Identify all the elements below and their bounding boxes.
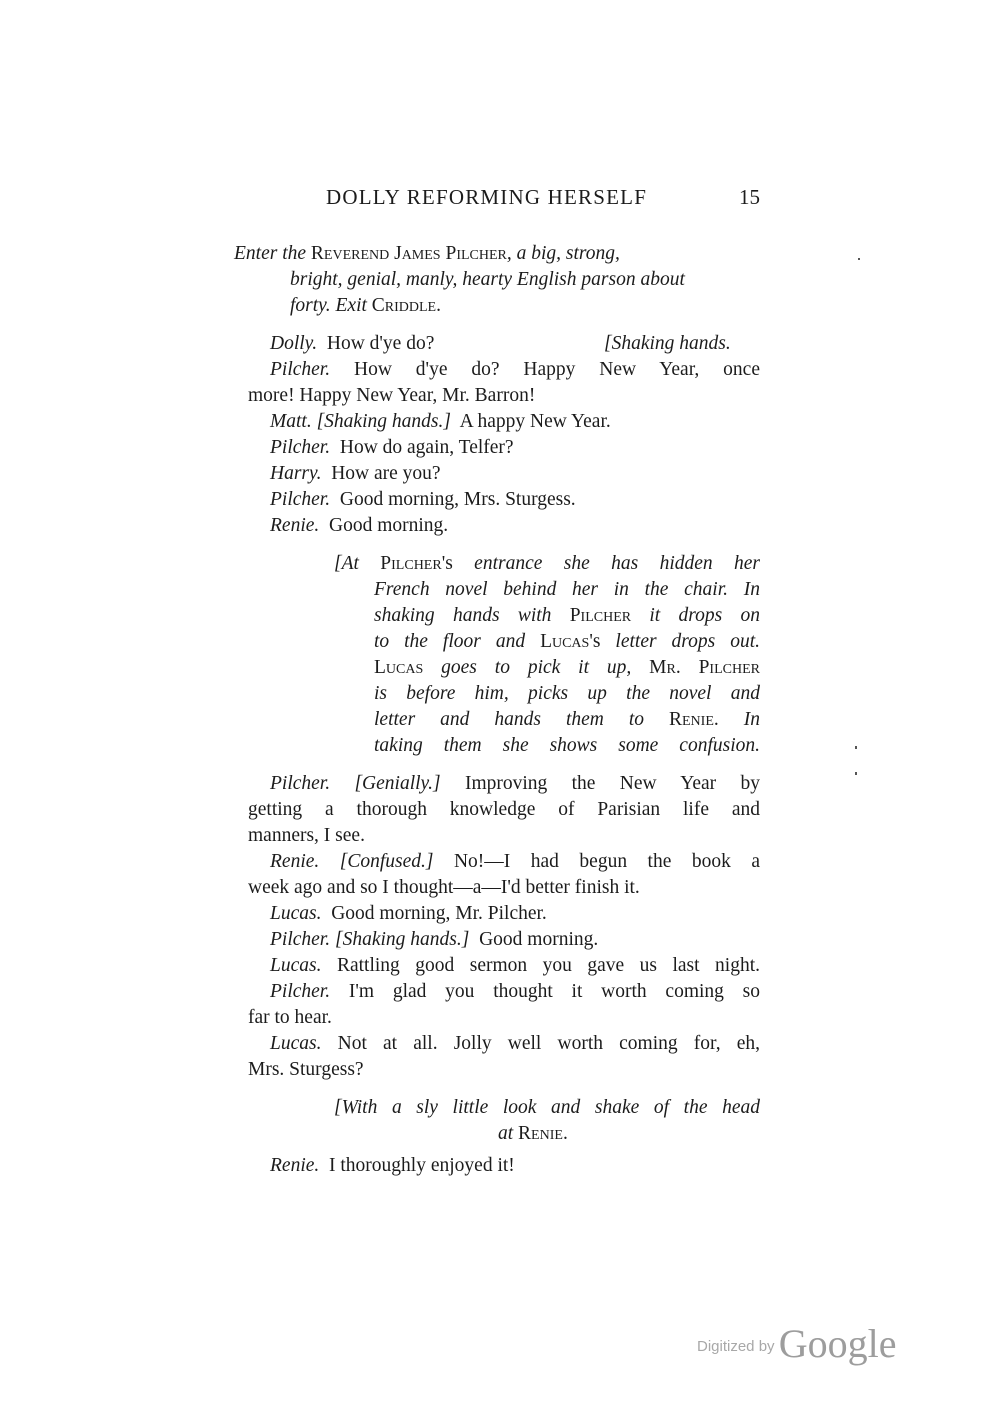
dialogue-line: Pilcher. I'm glad you thought it worth coming so bbox=[270, 981, 761, 1002]
dialogue-line: Renie. I thoroughly enjoyed it! bbox=[270, 1155, 515, 1176]
speaker-name: Lucas. bbox=[270, 955, 322, 976]
dialogue-line: Harry. How are you? bbox=[270, 463, 441, 484]
dialogue-line: Matt. [Shaking hands.] A happy New Year. bbox=[270, 411, 611, 432]
speaker-name: Pilcher. bbox=[270, 981, 331, 1002]
dialogue-line: Renie. Good morning. bbox=[270, 515, 449, 536]
stage-direction-line: letter and hands them to Renie. In bbox=[374, 709, 760, 730]
digitized-by-google-watermark: Digitized by Google bbox=[697, 1321, 897, 1366]
stage-direction-line: to the floor and Lucas's letter drops out. bbox=[374, 631, 760, 652]
speaker-name: Renie. bbox=[270, 1155, 320, 1176]
dialogue-line: Lucas. Good morning, Mr. Pilcher. bbox=[270, 903, 547, 924]
dialogue-line: Lucas. Not at all. Jolly well worth coming for, eh, bbox=[270, 1033, 761, 1054]
stage-direction-line: at Renie. bbox=[498, 1123, 568, 1144]
scan-speck bbox=[855, 772, 857, 775]
speaker-name: Lucas. bbox=[270, 1033, 322, 1054]
stage-direction-inline: [Shaking hands. bbox=[604, 333, 731, 354]
dialogue-line: Pilcher. [Shaking hands.] Good morning. bbox=[270, 929, 599, 950]
speaker-name: Renie. bbox=[270, 851, 320, 872]
dialogue-continuation: manners, I see. bbox=[248, 825, 365, 846]
speaker-name: Renie. bbox=[270, 515, 320, 536]
dialogue-line: Lucas. Rattling good sermon you gave us last night. bbox=[270, 955, 760, 976]
page-header bbox=[248, 185, 760, 219]
dialogue-line: Renie. [Confused.] No!—I had begun the book a bbox=[270, 851, 760, 872]
stage-direction-line: is before him, picks up the novel and bbox=[374, 683, 760, 704]
dialogue-continuation: Mrs. Sturgess? bbox=[248, 1059, 364, 1080]
stage-direction-line: shaking hands with Pilcher it drops on bbox=[374, 605, 761, 626]
google-logo: Google bbox=[778, 1321, 897, 1366]
running-title: DOLLY REFORMING HERSELF bbox=[326, 185, 648, 209]
scan-speck bbox=[855, 746, 857, 749]
speaker-name: Pilcher. bbox=[270, 359, 331, 380]
dialogue-line: Pilcher. How do again, Telfer? bbox=[270, 437, 514, 458]
dialogue-line: Pilcher. [Genially.] Improving the New Year by bbox=[270, 773, 761, 794]
speaker-name: Pilcher. bbox=[270, 929, 331, 950]
speaker-name: Dolly. bbox=[270, 333, 318, 354]
speaker-name: Matt. bbox=[270, 411, 312, 432]
stage-direction-line: Lucas goes to pick it up, Mr. Pilcher bbox=[374, 657, 760, 678]
dialogue-line: Pilcher. How d'ye do? Happy New Year, once bbox=[270, 359, 760, 380]
speaker-name: Lucas. bbox=[270, 903, 322, 924]
speaker-name: Pilcher. bbox=[270, 489, 331, 510]
page-number: 15 bbox=[739, 185, 760, 209]
stage-direction-line: [At Pilcher's entrance she has hidden her bbox=[334, 553, 761, 574]
entrance-direction-line-2: bright, genial, manly, hearty English parson about bbox=[290, 269, 685, 290]
stage-direction-line: taking them she shows some confusion. bbox=[374, 735, 760, 756]
dialogue-continuation: more! Happy New Year, Mr. Barron! bbox=[248, 385, 536, 406]
stage-direction-line: [With a sly little look and shake of the head bbox=[334, 1097, 760, 1118]
speaker-name: Pilcher. bbox=[270, 437, 331, 458]
dialogue-line: Dolly. How d'ye do? bbox=[270, 333, 435, 354]
entrance-direction-line-3: forty. Exit Criddle. bbox=[290, 295, 441, 316]
dialogue-line: Pilcher. Good morning, Mrs. Sturgess. bbox=[270, 489, 576, 510]
speaker-name: Harry. bbox=[270, 463, 322, 484]
dialogue-continuation: week ago and so I thought—a—I'd better finish it. bbox=[248, 877, 640, 898]
stage-direction-line: French novel behind her in the chair. In bbox=[374, 579, 760, 600]
dialogue-continuation: far to hear. bbox=[248, 1007, 332, 1028]
scan-speck bbox=[858, 258, 860, 260]
speaker-name: Pilcher. bbox=[270, 773, 331, 794]
entrance-direction-line-1: Enter the Reverend James Pilcher, a big, strong, bbox=[234, 243, 620, 264]
dialogue-continuation: getting a thorough knowledge of Parisian life and bbox=[248, 799, 760, 820]
